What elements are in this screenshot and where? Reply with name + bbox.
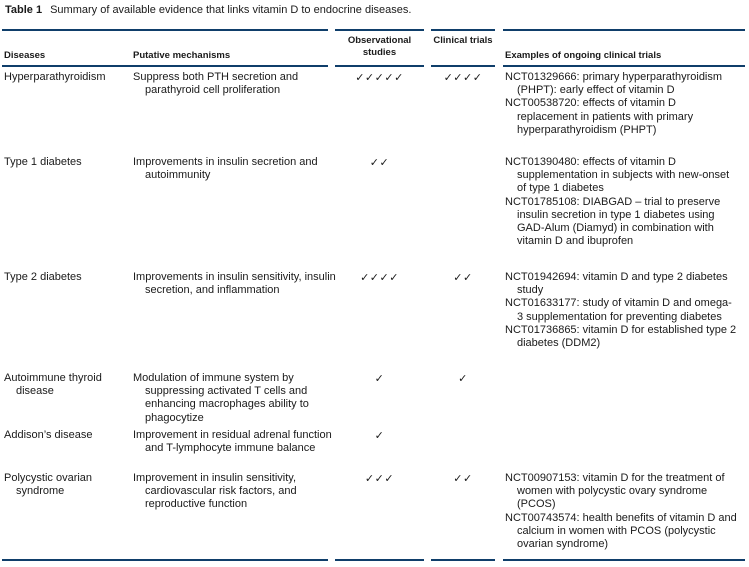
header-top-rule-col1 (2, 29, 328, 31)
trial-entry: NCT00743574: health benefits of vitamin D and calcium in women with PCOS (polycystic ovarian syndrome) (505, 511, 737, 551)
observational-rating: ✓✓✓ (364, 472, 395, 485)
header-ongoing-trials: Examples of ongoing clinical trials (505, 50, 662, 61)
mechanism-cell: Suppress both PTH secretion and parathyroid cell proliferation (133, 71, 299, 97)
disease-cell: Addison’s disease (4, 429, 93, 441)
mechanism-cell: Improvement in insulin sensitivity, cardiovascular risk factors, and reproductive function (133, 472, 297, 511)
trial-entry: NCT01329666: primary hyperparathyroidism (PHPT): early effect of vitamin D (505, 71, 723, 97)
mechanism-cell: Improvement in residual adrenal function and T-lymphocyte immune balance (133, 429, 332, 455)
trial-entry: NCT01390480: effects of vitamin D supplementation in subjects with new-onset of type 1 diabetes (505, 156, 730, 195)
table-bottom-rule-col4 (431, 559, 495, 561)
mechanism-cell: Modulation of immune system by suppressing activated T cells and enhancing macrophages ability to phagocytize (133, 372, 309, 424)
ongoing-trials-cell (505, 71, 737, 137)
header-top-rule-col5 (503, 29, 745, 31)
clinical-rating: ✓✓ (453, 271, 473, 284)
table-caption (5, 4, 411, 16)
ongoing-trials-cell (505, 271, 737, 350)
disease-cell: Type 1 diabetes (4, 156, 82, 168)
disease-cell: Hyperparathyroidism (4, 71, 106, 83)
trial-entry: NCT01736865: vitamin D for established type 2 diabetes (DDM2) (505, 323, 737, 350)
table-title: Summary of available evidence that links vitamin D to endocrine diseases. (50, 4, 412, 16)
clinical-rating: ✓✓✓✓ (443, 71, 483, 84)
header-top-rule-col4 (431, 29, 495, 31)
ongoing-trials-cell (505, 156, 737, 248)
header-diseases: Diseases (4, 50, 46, 61)
table-bottom-rule-col5 (503, 559, 745, 561)
trial-entry: NCT01942694: vitamin D and type 2 diabetes study (505, 271, 728, 297)
observational-rating: ✓✓✓✓✓ (355, 71, 404, 84)
table-bottom-rule-col1 (2, 559, 328, 561)
header-mechanisms: Putative mechanisms (133, 50, 231, 61)
table-bottom-rule-col3 (335, 559, 424, 561)
ongoing-trials-cell (505, 472, 737, 551)
table-label: Table 1 (5, 4, 43, 16)
disease-cell: Polycystic ovarian syndrome (4, 472, 93, 498)
clinical-rating: ✓ (458, 372, 468, 385)
header-bottom-rule-col1 (2, 65, 328, 67)
clinical-rating: ✓✓ (453, 472, 473, 485)
observational-rating: ✓ (374, 372, 385, 385)
trial-entry: NCT00907153: vitamin D for the treatment of women with polycystic ovary syndrome (PCOS) (505, 472, 725, 511)
header-top-rule-col3 (335, 29, 424, 31)
mechanism-cell: Improvements in insulin secretion and autoimmunity (133, 156, 318, 182)
mechanism-cell: Improvements in insulin sensitivity, insulin secretion, and inflammation (133, 271, 336, 297)
header-bottom-rule-col3 (335, 65, 424, 67)
trial-entry: NCT00538720: effects of vitamin D replacement in patients with primary hyperparathyroidism (PHPT) (505, 97, 694, 136)
header-observational: Observational studies (347, 35, 412, 58)
disease-cell: Type 2 diabetes (4, 271, 82, 283)
trial-entry: NCT01633177: study of vitamin D and omega-3 supplementation for preventing diabetes (505, 297, 732, 323)
header-bottom-rule-col5 (503, 65, 745, 67)
disease-cell: Autoimmune thyroid disease (4, 372, 102, 398)
trial-entry: NCT01785108: DIABGAD – trial to preserve insulin secretion in type 1 diabetes using GAD-Alum (Diamyd) in combination with vitamin D and ibuprofen (505, 195, 721, 248)
observational-rating: ✓ (374, 429, 385, 442)
header-bottom-rule-col4 (431, 65, 495, 67)
header-clinical: Clinical trials (433, 35, 493, 46)
observational-rating: ✓✓✓✓ (360, 271, 399, 284)
observational-rating: ✓✓ (369, 156, 390, 169)
